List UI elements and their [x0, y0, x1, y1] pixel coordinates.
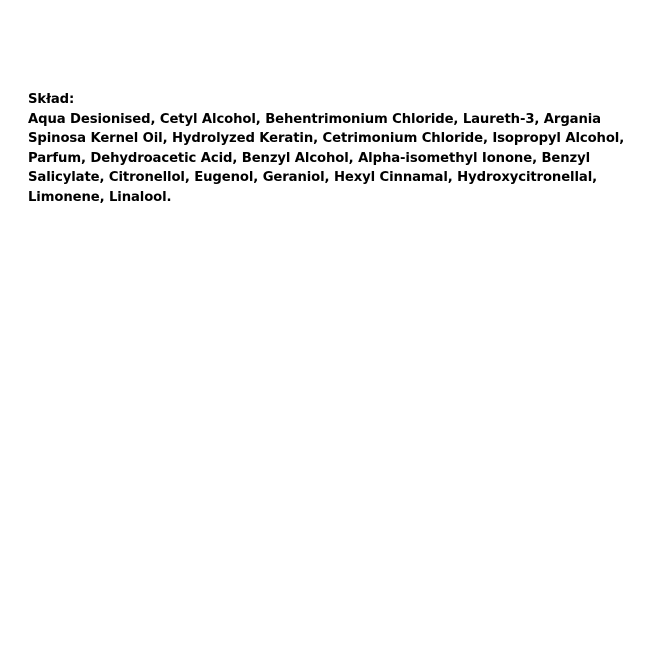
ingredients-line-5: Limonene, Linalool.: [28, 189, 172, 205]
ingredients-line-3: Parfum, Dehydroacetic Acid, Benzyl Alcohol, Alpha-isomethyl Ionone, Benzyl: [28, 150, 591, 166]
ingredients-line-4: Salicylate, Citronellol, Eugenol, Geraniol, Hexyl Cinnamal, Hydroxycitronellal,: [28, 170, 598, 185]
ingredients-heading: Skład:: [28, 92, 75, 107]
ingredients-block: [28, 90, 625, 207]
ingredients-line-2: Spinosa Kernel Oil, Hydrolyzed Keratin, Cetrimonium Chloride, Isopropyl Alcohol,: [28, 131, 625, 146]
ingredients-line-1: Aqua Desionised, Cetyl Alcohol, Behentrimonium Chloride, Laureth-3, Argania: [28, 111, 601, 127]
